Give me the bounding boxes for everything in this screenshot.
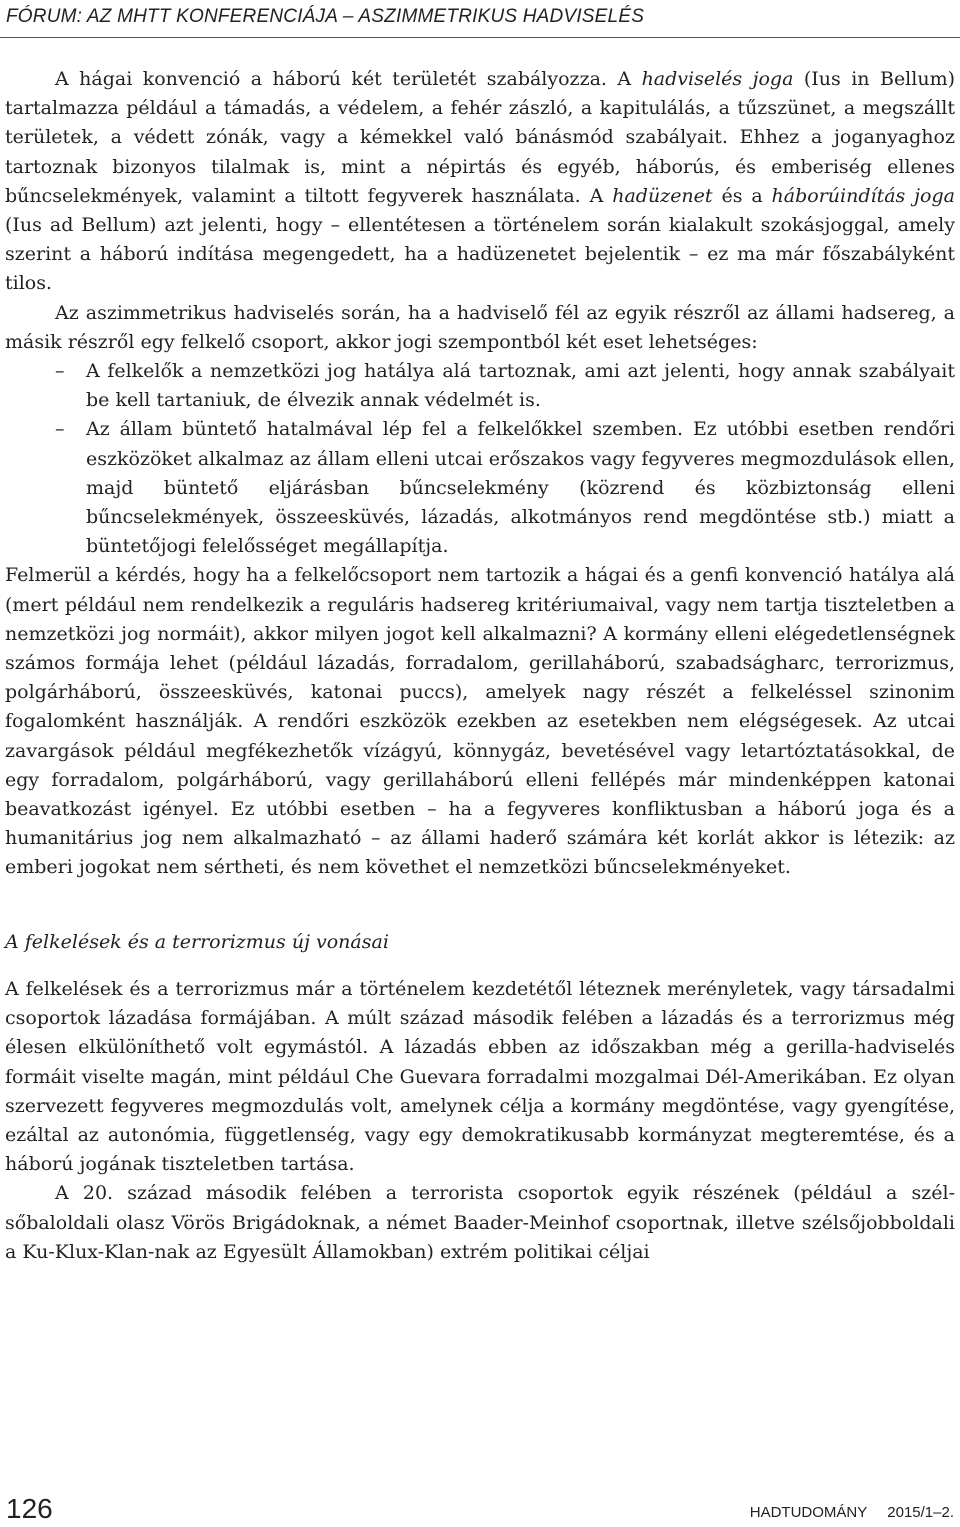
journal-issue: 2015/1–2. xyxy=(887,1504,954,1521)
italic-term-haboruinditas-joga: háborúindítás joga xyxy=(771,184,955,207)
page-number: 126 xyxy=(6,1493,53,1524)
list-dash: – xyxy=(55,418,65,441)
text-run: és a xyxy=(712,184,772,207)
legal-cases-list xyxy=(5,357,955,561)
journal-name: HADTUDOMÁNY xyxy=(749,1504,868,1521)
list-item xyxy=(5,415,955,561)
header-rule xyxy=(0,37,960,38)
italic-term-haduzenet: hadüzenet xyxy=(612,184,713,207)
section-heading: A felkelések és a terrorizmus új vonásai xyxy=(5,930,389,953)
footer-journal xyxy=(750,1504,954,1521)
text-run: A hágai konvenció a háború két területét szabályozza. A xyxy=(55,68,642,90)
list-item-text: A felkelők a nemzetközi jog hatálya alá tartoznak, ami azt jelenti, hogy annak szabályait be kell tartaniuk, de élvezik annak védelmét is. xyxy=(86,360,955,412)
paragraph-20th-century: A 20. század második felében a terrorista csoportok egyik részének (például a szélsőbaloldali olasz Vörös Brigádoknak, a német Baader-Meinhof csoportnak, illetve szélsőjobboldali a Ku-Klux-Klan-nak az Egyesült Államokban) extrém politikai céljai xyxy=(5,1182,955,1263)
running-head: FÓRUM: AZ MHTT KONFERENCIÁJA – ASZIMMETRIKUS HADVISELÉS xyxy=(6,6,645,27)
paragraph-asymmetric-warfare: Az aszimmetrikus hadviselés során, ha a hadviselő fél az egyik részről az állami hadsereg, a másik részről egy felkelő csoport, akkor jogi szempontból két eset lehetséges: xyxy=(5,301,955,353)
text-run: (Ius ad Bellum) azt jelenti, hogy – ellentétesen a történelem során kialakult szokásjoggal, amely szerint a háború indítása megengedett, ha a hadüzenetet bejelentik – ez ma már főszabályként tilos. xyxy=(5,214,955,295)
italic-term-hadviseles-joga: hadviselés joga xyxy=(641,68,794,90)
paragraph-section-intro: A felkelések és a terrorizmus már a történelem kezdetétől léteznek merényletek, vagy társadalmi csoportok lázadása formájában. A múlt század második felében a lázadás és a terrorizmus még élesen elkülöníthető volt egymástól. A lázadás ebben az időszakban még a gerilla-hadviselés formáit viselte magán, mint például Che Guevara forradalmi mozgalmai Dél-Amerikában. Ez olyan szervezett fegyveres megmozdulás volt, amelynek célja a kormány megdöntése, vagy gyengítése, ezáltal az autonómia, függetlenség, vagy egy demokratikusabb kormányzat megteremtése, és a háború jogának tiszteletben tartása. xyxy=(5,977,955,1176)
list-item xyxy=(5,357,955,415)
list-item-text: Az állam büntető hatalmával lép fel a felkelőkkel szemben. Ez utóbbi esetben rendőri eszközöket alkalmaz az állam elleni utcai erőszakos vagy fegyveres megmozdulások ellen, majd büntető eljárásban bűncselekmény (közrend és közbiztonság elleni bűncselekmények, összeesküvés, lázadás, alkotmányos rend megdöntése stb.) miatt a büntetőjogi felelősséget megállapítja. xyxy=(86,418,955,558)
text-run: (Ius in Bellum) tartalmazza például a támadás, a védelem, a fehér zászló, a kapitulálás, a tűzszünet, a megszállt területek, a védett zónák, vagy a kémekkel való bánásmód szabályait. Ehhez a joganyaghoz tartoznak bizonyos tilalmak is, mint a népirtás és egyéb, háborús, és emberiség ellenes bűncselekmények, valamint a tiltott fegyverek használata. A xyxy=(5,68,956,207)
list-dash: – xyxy=(55,360,65,383)
paragraph-question: Felmerül a kérdés, hogy ha a felkelőcsoport nem tartozik a hágai és a genfi konvenció hatálya alá (mert például nem rendelkezik a reguláris hadsereg kritériumaival, vagy nem tartja tiszteletben a nemzetközi jog normáit), akkor milyen jogot kell alkalmazni? A kormány elleni elégedetlenségnek számos formája lehet (például lázadás, forradalom, gerillaháború, szabadságharc, terrorizmus, polgárháború, összeesküvés, katonai puccs), amelyek nagy részét a felkeléssel szinonim fogalomként használják. A rendőri eszközök ezekben az esetekben nem elégségesek. Az utcai zavargások például megfékezhetők vízágyú, könnygáz, bevetésével vagy letartóztatásokkal, de egy forradalom, polgárháború, vagy gerillaháború elleni fellépés már mindenképpen katonai beavatkozást igényel. Ez utóbbi esetben – ha a fegyveres konfliktusban a háború joga és a humanitárius jog nem alkalmazható – az állami haderő számára két korlát akkor is létezik: az emberi jogokat nem sértheti, és nem követhet el nemzetközi bűncselekményeket. xyxy=(5,564,955,879)
paragraph-hague-convention xyxy=(5,65,955,299)
body-text xyxy=(5,65,955,1267)
